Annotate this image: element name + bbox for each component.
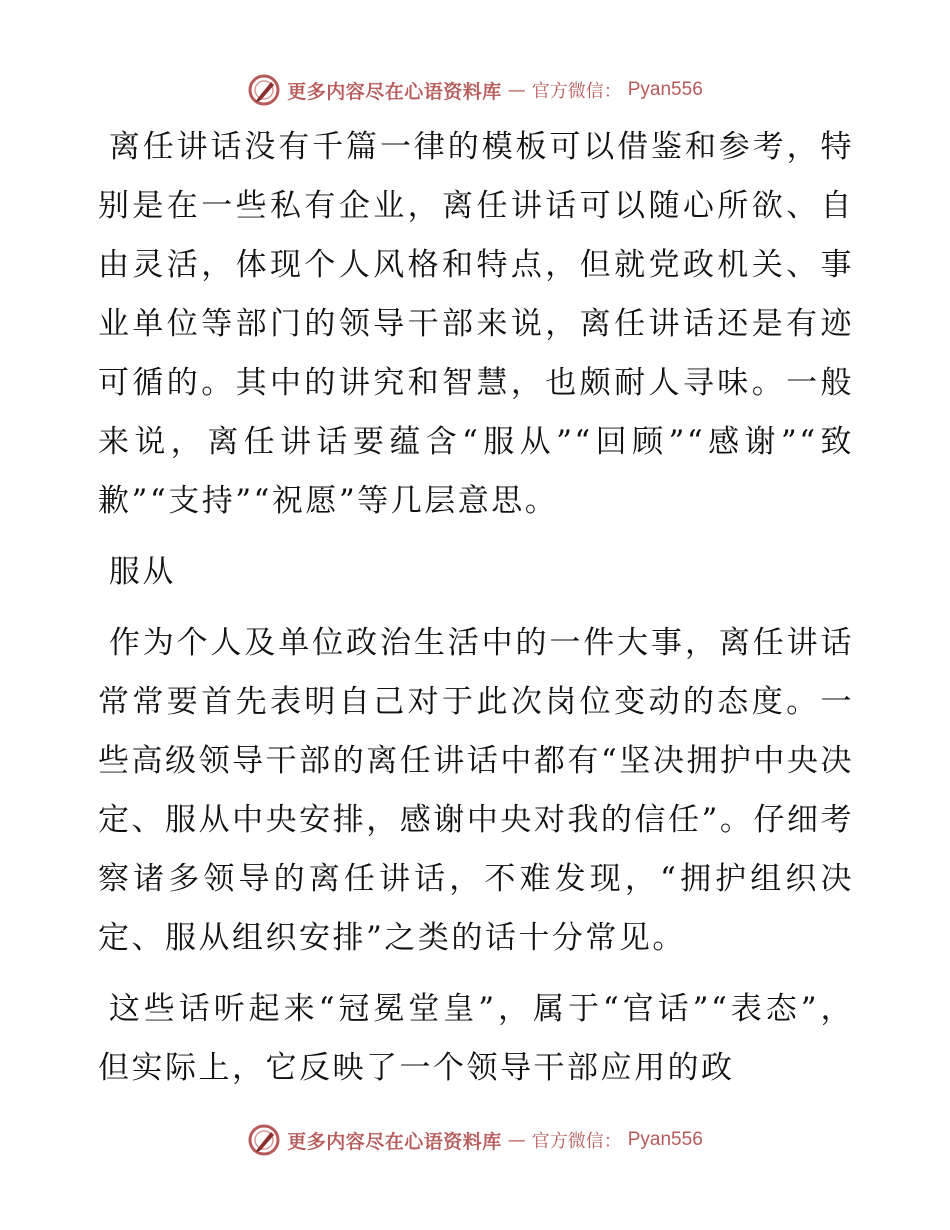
pen-logo-icon: [247, 1123, 281, 1157]
header-wechat-id: Pyan556: [627, 79, 703, 100]
footer-banner-text: 更多内容尽在心语资料库: [287, 1130, 502, 1153]
header-banner: [247, 73, 703, 107]
page-header: [0, 70, 950, 110]
document-body: [98, 118, 854, 1098]
footer-wechat-label: 官方微信：: [531, 1131, 622, 1152]
footer-banner: [247, 1123, 703, 1157]
header-banner-text: 更多内容尽在心语资料库: [287, 80, 502, 103]
paragraph-intro: 离任讲话没有千篇一律的模板可以借鉴和参考，特别是在一些私有企业，离任讲话可以随心所欲、自由灵活，体现个人风格和特点，但就党政机关、事业单位等部门的领导干部来说，离任讲话还是有迹可循的。其中的讲究和智慧，也颇耐人寻味。一般来说，离任讲话要蕴含“服从”“回顾”“感谢”“致歉”“支持”“祝愿”等几层意思。: [98, 129, 854, 519]
header-wechat-label: 官方微信：: [531, 81, 622, 102]
footer-wechat-id: Pyan556: [627, 1129, 703, 1150]
footer-banner-separator: —: [507, 1129, 526, 1151]
section-heading-obey: 服从: [108, 554, 176, 590]
pen-logo-icon: [247, 73, 281, 107]
paragraph-obey-2: 这些话听起来“冠冕堂皇”，属于“官话”“表态”，但实际上，它反映了一个领导干部应用的政: [98, 991, 854, 1086]
paragraph-obey-1: 作为个人及单位政治生活中的一件大事，离任讲话常常要首先表明自己对于此次岗位变动的态度。一些高级领导干部的离任讲话中都有“坚决拥护中央决定、服从中央安排，感谢中央对我的信任”。仔细考察诸多领导的离任讲话，不难发现，“拥护组织决定、服从组织安排”之类的话十分常见。: [98, 625, 854, 956]
header-banner-separator: —: [507, 79, 526, 101]
page-footer: [0, 1120, 950, 1160]
